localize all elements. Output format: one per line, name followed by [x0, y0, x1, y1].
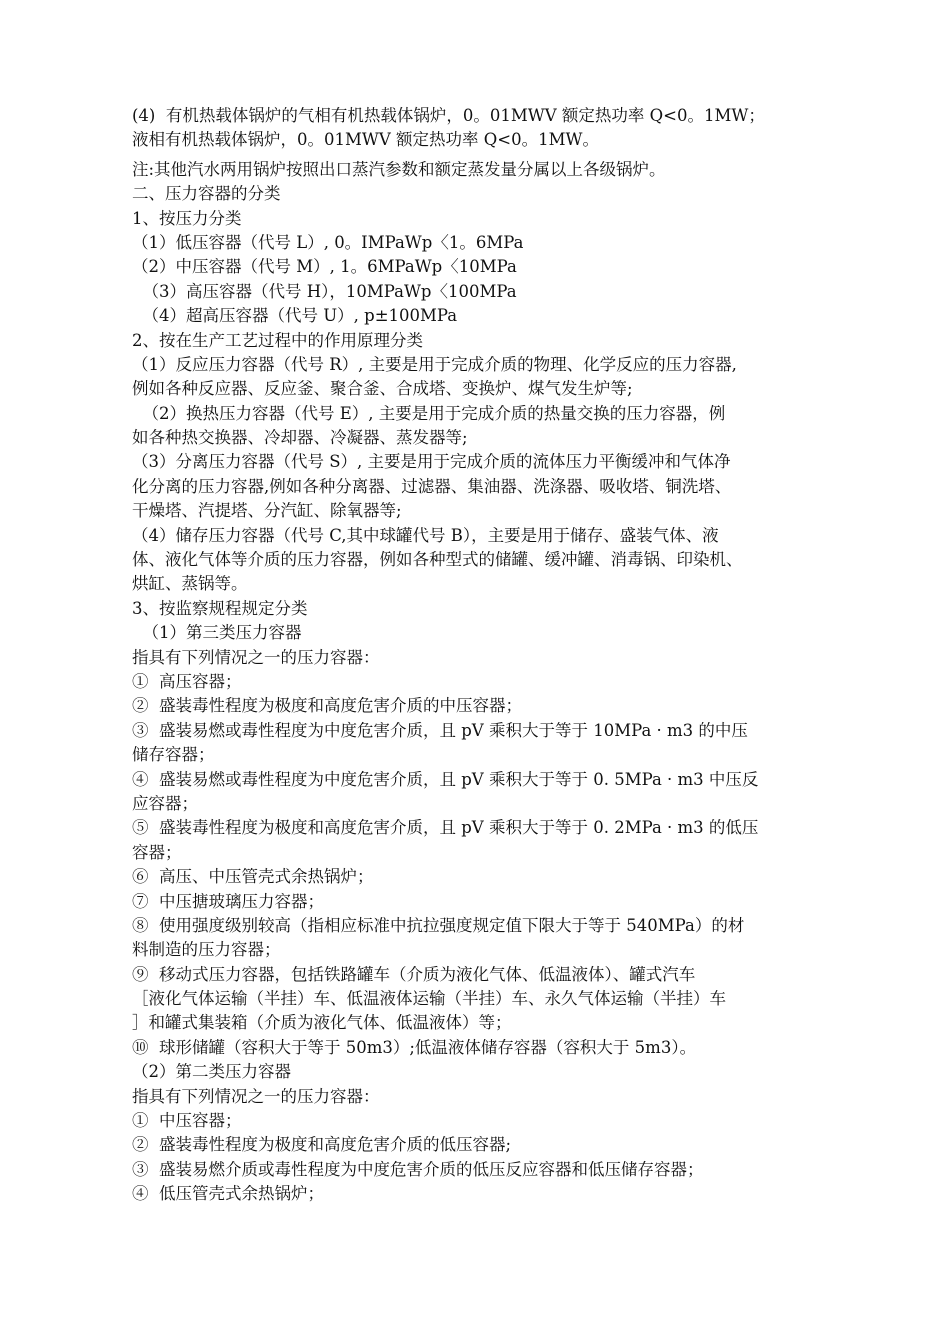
list-item: 容器；: [132, 842, 182, 862]
list-item: ］和罐式集装箱（介质为液化气体、低温液体）等；: [132, 1013, 512, 1033]
text-line: 指具有下列情况之一的压力容器：: [132, 1086, 380, 1106]
list-item: ④ 低压管壳式余热锅炉；: [132, 1184, 324, 1204]
list-item: ⑥ 高压、中压管壳式余热锅炉；: [132, 867, 374, 887]
list-item: ⑤ 盛装毒性程度为极度和高度危害介质，且 pV 乘积大于等于 0. 2MPa · m3 的低压: [132, 818, 759, 838]
text-line: （1）第三类压力容器: [132, 623, 302, 643]
list-item: ④ 盛装易燃或毒性程度为中度危害介质，且 pV 乘积大于等于 0. 5MPa · m3 中压反: [132, 769, 759, 789]
document-body: [132, 104, 852, 1207]
note-line: 注:其他汽水两用锅炉按照出口蒸汽参数和额定蒸发量分属以上各级锅炉。: [132, 159, 666, 179]
text-line: 如各种热交换器、冷却器、冷凝器、蒸发器等;: [132, 428, 468, 448]
list-item: ⑩ 球形储罐（容积大于等于 50m3）;低温液体储存容器（容积大于 5m3）。: [132, 1037, 697, 1057]
subsection-heading: 1、按压力分类: [132, 208, 242, 228]
list-item: ［液化气体运输（半挂）车、低温液体运输（半挂）车、永久气体运输（半挂）车: [132, 989, 726, 1009]
list-item: ③ 盛装易燃介质或毒性程度为中度危害介质的低压反应容器和低压储存容器；: [132, 1159, 704, 1179]
list-item: ⑨ 移动式压力容器，包括铁路罐车（介质为液化气体、低温液体）、罐式汽车: [132, 964, 696, 984]
list-item: ③ 盛装易燃或毒性程度为中度危害介质，且 pV 乘积大于等于 10MPa · m3 的中压: [132, 720, 748, 740]
text-line: （2）换热压力容器（代号 E）, 主要是用于完成介质的热量交换的压力容器，例: [132, 403, 726, 423]
list-item: 应容器；: [132, 793, 198, 813]
subsection-heading: 2、按在生产工艺过程中的作用原理分类: [132, 330, 423, 350]
text-line: 干燥塔、汽提塔、分汽缸、除氧器等;: [132, 501, 402, 521]
text-line: （2）第二类压力容器: [132, 1062, 291, 1082]
list-item: ② 盛装毒性程度为极度和高度危害介质的中压容器；: [132, 696, 522, 716]
section-heading: 二、压力容器的分类: [132, 184, 281, 204]
text-line: 化分离的压力容器,例如各种分离器、过滤器、集油器、洗涤器、吸收塔、铜洗塔、: [132, 476, 732, 496]
list-item: ⑦ 中压搪玻璃压力容器；: [132, 891, 324, 911]
text-line: 体、液化气体等介质的压力容器，例如各种型式的储罐、缓冲罐、消毒锅、印染机、: [132, 550, 743, 570]
text-line: (4) 有机热载体锅炉的气相有机热载体锅炉，0。01MWV 额定热功率 Q<0。1MW；: [132, 106, 765, 125]
text-line: 例如各种反应器、反应釜、聚合釜、合成塔、变换炉、煤气发生炉等;: [132, 379, 633, 399]
text-line: （4）超高压容器（代号 U）, p±100MPa: [132, 306, 458, 326]
text-line: （3）高压容器（代号 H），10MPaWp〈100MPa: [132, 281, 517, 301]
list-item: 储存容器；: [132, 745, 215, 765]
text-line: 液相有机热载体锅炉，0。01MWV 额定热功率 Q<0。1MW。: [132, 130, 599, 150]
text-line: （3）分离压力容器（代号 S）, 主要是用于完成介质的流体压力平衡缓冲和气体净: [132, 452, 731, 472]
text-line: （4）储存压力容器（代号 C,其中球罐代号 B），主要是用于储存、盛装气体、液: [132, 525, 719, 545]
text-line: 烘缸、蒸锅等。: [132, 574, 248, 594]
list-item: ⑧ 使用强度级别较高（指相应标准中抗拉强度规定值下限大于等于 540MPa）的材: [132, 915, 745, 935]
subsection-heading: 3、按监察规程规定分类: [132, 598, 308, 618]
text-line: （1）低压容器（代号 L）, 0。IMPaWp〈1。6MPa: [132, 232, 524, 252]
text-line: （2）中压容器（代号 M）, 1。6MPaWp〈10MPa: [132, 257, 517, 277]
list-item: 料制造的压力容器；: [132, 940, 281, 960]
text-line: 指具有下列情况之一的压力容器：: [132, 647, 380, 667]
list-item: ② 盛装毒性程度为极度和高度危害介质的低压容器;: [132, 1135, 512, 1155]
text-line: （1）反应压力容器（代号 R）, 主要是用于完成介质的物理、化学反应的压力容器,: [132, 354, 737, 374]
list-item: ① 高压容器；: [132, 671, 242, 691]
list-item: ① 中压容器；: [132, 1111, 242, 1131]
